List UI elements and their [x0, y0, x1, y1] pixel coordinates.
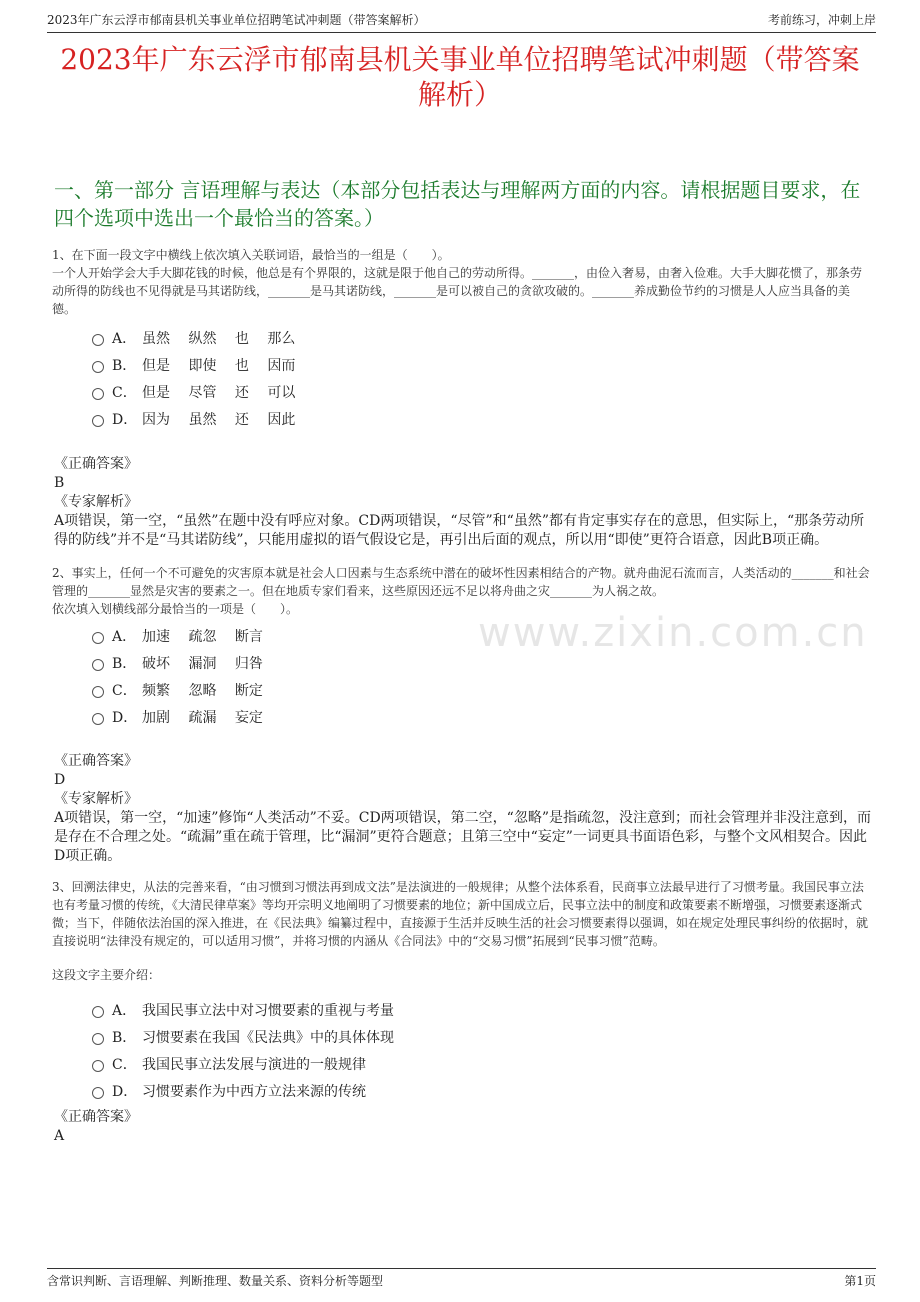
radio-icon[interactable]	[92, 361, 104, 373]
option-d[interactable]: D． 因为 虽然 还 因此	[92, 405, 872, 432]
radio-icon[interactable]	[92, 1060, 104, 1072]
question-3	[52, 878, 872, 1146]
option-a[interactable]: A． 虽然 纵然 也 那么	[92, 324, 872, 351]
explanation-text: A项错误，第一空，“虽然”在题中没有呼应对象。CD两项错误，“尽管”和“虽然”都有肯定事实存在的意思，但实际上，“那条劳动所得的防线”并不是“马其诺防线”，只能用虚拟的语气假设它是，再引出后面的观点，所以用“即使”更符合语意，因此B项正确。	[54, 513, 865, 548]
header-slogan: 考前练习，冲刺上岸	[767, 13, 876, 27]
section-heading: 一、第一部分 言语理解与表达（本部分包括表达与理解两方面的内容。请根据题目要求，在四个选项中选出一个最恰当的答案。）	[54, 178, 861, 230]
option-c[interactable]: C． 我国民事立法发展与演进的一般规律	[92, 1050, 872, 1077]
question-passage: 这段文字主要介绍：	[52, 968, 161, 982]
header-title: 2023年广东云浮市郁南县机关事业单位招聘笔试冲刺题（带答案解析）	[47, 13, 426, 27]
radio-icon[interactable]	[92, 1006, 104, 1018]
explanation-label: 《专家解析》	[54, 494, 138, 510]
option-a[interactable]: A． 加速 疏忽 断言	[92, 622, 872, 649]
radio-icon[interactable]	[92, 415, 104, 427]
option-b[interactable]: B． 但是 即使 也 因而	[92, 351, 872, 378]
answer-label: 《正确答案》	[54, 1109, 138, 1125]
answer-value: A	[54, 1128, 65, 1144]
answer-label: 《正确答案》	[54, 753, 138, 769]
document-title: 2023年广东云浮市郁南县机关事业单位招聘笔试冲刺题（带答案解析）	[60, 43, 860, 111]
radio-icon[interactable]	[92, 334, 104, 346]
answer-value: B	[54, 475, 65, 491]
option-b[interactable]: B． 习惯要素在我国《民法典》中的具体体现	[92, 1023, 872, 1050]
explanation-text: A项错误，第一空，“加速”修饰“人类活动”不妥。CD两项错误，第二空，“忽略”是指疏忽，没注意到；而社会管理并非没注意到，而是存在不合理之处。“疏漏”重在疏于管理，比“漏洞”更符合题意；且第三空中“妄定”一词更具书面语色彩，与整个文风相契合。因此D项正确。	[54, 810, 871, 864]
radio-icon[interactable]	[92, 1087, 104, 1099]
watermark: www.zixin.com.cn	[478, 610, 868, 656]
option-list	[92, 996, 872, 1104]
radio-icon[interactable]	[92, 659, 104, 671]
option-list	[92, 324, 872, 432]
question-stem: 3、回溯法律史，从法的完善来看，“由习惯到习惯法再到成文法”是法演进的一般规律；从整个法体系看，民商事立法最早进行了习惯考量。我国民事立法也有考量习惯的传统，《大清民律草案》等均开宗明义地阐明了习惯要素的地位；新中国成立后，民事立法中的制度和政策要素不断增强，习惯要素逐渐式微；当下，伴随依法治国的深入推进，在《民法典》编纂过程中，直接源于生活并反映生活的社会习惯要素得以强调，如在规定处理民事纠纷的依据时，就直接说明“法律没有规定的，可以适用习惯”，并将习惯的内涵从《合同法》中的“交易习惯”拓展到“民事习惯”范畴。	[52, 880, 869, 948]
answer-label: 《正确答案》	[54, 456, 138, 472]
question-passage: 一个人开始学会大手大脚花钱的时候，他总是有个界限的，这就是限于他自己的劳动所得。_______，由俭入奢易，由奢入俭难。大手大脚花惯了，那条劳动所得的防线也不见得就是马其诺防线，_______是马其诺防线，_______是可以被自己的贪欲攻破的。_______养成勤俭节约的习惯是人人应当具备的美德。	[52, 266, 863, 316]
page-header	[47, 10, 876, 33]
page-footer	[47, 1268, 876, 1291]
option-d[interactable]: D． 习惯要素作为中西方立法来源的传统	[92, 1077, 872, 1104]
radio-icon[interactable]	[92, 686, 104, 698]
radio-icon[interactable]	[92, 632, 104, 644]
option-a[interactable]: A． 我国民事立法中对习惯要素的重视与考量	[92, 996, 872, 1023]
option-d[interactable]: D． 加剧 疏漏 妄定	[92, 703, 872, 730]
radio-icon[interactable]	[92, 1033, 104, 1045]
footer-note: 含常识判断、言语理解、判断推理、数量关系、资料分析等题型	[47, 1274, 384, 1288]
radio-icon[interactable]	[92, 713, 104, 725]
option-c[interactable]: C． 但是 尽管 还 可以	[92, 378, 872, 405]
page-number: 第1页	[844, 1274, 876, 1288]
question-2	[52, 564, 872, 866]
question-list	[52, 246, 872, 1146]
question-stem: 1、在下面一段文字中横线上依次填入关联词语，最恰当的一组是（ ）。	[52, 248, 450, 262]
option-c[interactable]: C． 频繁 忽略 断定	[92, 676, 872, 703]
radio-icon[interactable]	[92, 388, 104, 400]
question-1	[52, 246, 872, 550]
question-stem: 2、事实上，任何一个不可避免的灾害原本就是社会人口因素与生态系统中潜在的破坏性因素相结合的产物。就舟曲泥石流而言，人类活动的_______和社会管理的_______显然是灾害的要素之一。但在地质专家们看来，这些原因还远不足以将舟曲之灾_______为人祸之故。	[52, 566, 870, 598]
question-passage: 依次填入划横线部分最恰当的一项是（ ）。	[52, 602, 299, 616]
explanation-label: 《专家解析》	[54, 791, 138, 807]
option-list	[92, 622, 872, 730]
option-b[interactable]: B． 破坏 漏洞 归咎	[92, 649, 872, 676]
answer-value: D	[54, 772, 66, 788]
